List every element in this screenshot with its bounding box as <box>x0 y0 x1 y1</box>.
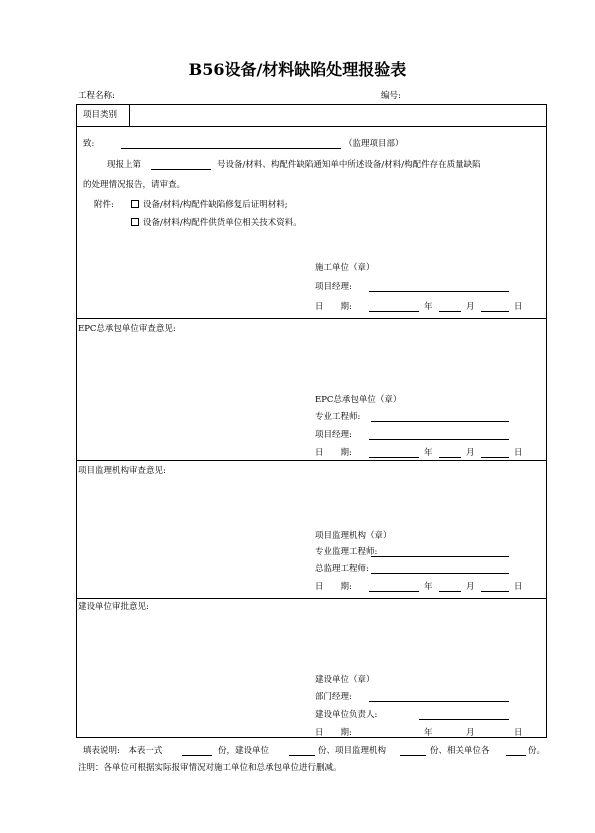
owner-unit-seal: 建设单位（章） <box>315 675 375 685</box>
date-month-field-1[interactable] <box>439 311 461 312</box>
date-month-field-2[interactable] <box>439 457 461 458</box>
date-year-field-2[interactable] <box>369 457 419 458</box>
year-label-1: 年 <box>424 302 433 312</box>
month-label-1: 月 <box>466 302 475 312</box>
construction-manager-field[interactable] <box>369 291 509 292</box>
epc-review-heading: EPC总承包单位审查意见: <box>78 324 176 334</box>
epc-engineer-field[interactable] <box>371 421 509 422</box>
dept-manager-label: 部门经理: <box>315 692 352 702</box>
form-title: B56设备/材料缺陷处理报验表 <box>188 60 407 79</box>
date-day-field-4[interactable] <box>481 737 509 738</box>
to-recipient-field[interactable] <box>121 148 341 149</box>
chief-engineer-label: 总监理工程师: <box>315 564 369 574</box>
date-year-field-3[interactable] <box>369 591 419 592</box>
divider-section-1 <box>76 318 547 319</box>
to-label: 致: <box>83 139 95 149</box>
day-label-2: 日 <box>514 448 523 458</box>
copies-supervision-field[interactable] <box>400 755 426 756</box>
supervision-engineer-label: 专业监理工程师: <box>315 547 378 557</box>
divider-category <box>76 126 547 127</box>
date-label-1: 日 期: <box>315 302 352 312</box>
supervision-dept: （监理项目部） <box>344 139 404 149</box>
date-day-field-3[interactable] <box>481 591 509 592</box>
date-month-field-3[interactable] <box>439 591 461 592</box>
epc-unit-seal: EPC总承包单位（章） <box>315 395 402 405</box>
fill-note-a: 填表说明: 本表一式 <box>83 746 163 756</box>
report-line-2: 的处理情况报告，请审查。 <box>83 180 186 190</box>
supervision-engineer-field[interactable] <box>371 556 509 557</box>
date-label-4: 日 期: <box>315 728 352 738</box>
epc-engineer-label: 专业工程师: <box>315 412 361 422</box>
dept-manager-field[interactable] <box>369 701 509 702</box>
supervision-review-heading: 项目监理机构审查意见: <box>78 466 166 476</box>
remark-note: 注明：各单位可根据实际报审情况对施工单位和总承包单位进行删减。 <box>78 763 342 773</box>
supervision-unit-seal: 项目监理机构（章） <box>315 531 392 541</box>
fill-note-b: 份，建设单位 <box>218 746 270 756</box>
notice-number-field[interactable] <box>151 169 211 170</box>
date-day-field-1[interactable] <box>481 311 509 312</box>
date-label-2: 日 期: <box>315 448 352 458</box>
attachment-1-label: 设备/材料/构配件缺陷修复后证明材料; <box>143 200 288 210</box>
category-value-field[interactable] <box>132 106 544 124</box>
epc-review-opinion-field[interactable] <box>80 340 540 390</box>
month-label-3: 月 <box>466 582 475 592</box>
number-label: 编号: <box>381 91 401 101</box>
day-label-3: 日 <box>514 582 523 592</box>
date-month-field-4[interactable] <box>439 737 461 738</box>
date-day-field-2[interactable] <box>481 457 509 458</box>
attachment-checkbox-2[interactable] <box>131 218 139 226</box>
report-prefix: 现报上第 <box>107 160 142 170</box>
year-label-2: 年 <box>424 448 433 458</box>
supervision-review-opinion-field[interactable] <box>80 482 540 526</box>
copies-total-field[interactable] <box>182 755 212 756</box>
owner-leader-label: 建设单位负责人: <box>315 710 378 720</box>
attachment-2-label: 设备/材料/构配件供货单位相关技术资料。 <box>143 218 302 228</box>
epc-manager-label: 项目经理: <box>315 430 352 440</box>
fill-note-c: 份、项目监理机构 <box>318 746 387 756</box>
category-label: 项目类别 <box>83 110 118 120</box>
project-name-label: 工程名称: <box>78 91 115 101</box>
divider-section-3 <box>76 598 547 599</box>
day-label-1: 日 <box>514 302 523 312</box>
owner-approval-opinion-field[interactable] <box>80 618 540 668</box>
divider-section-2 <box>76 460 547 461</box>
report-suffix: 号设备/材料、构配件缺陷通知单中所述设备/材料/构配件存在质量缺陷 <box>217 160 481 170</box>
date-year-field-4[interactable] <box>369 737 419 738</box>
month-label-4: 月 <box>466 728 475 738</box>
owner-leader-field[interactable] <box>419 719 509 720</box>
construction-unit-seal: 施工单位（章） <box>315 263 375 273</box>
fill-note-e: 份。 <box>528 746 546 756</box>
chief-engineer-field[interactable] <box>371 573 509 574</box>
epc-manager-field[interactable] <box>369 439 509 440</box>
fill-note-d: 份、相关单位各 <box>430 746 490 756</box>
attachment-checkbox-1[interactable] <box>131 200 139 208</box>
copies-related-field[interactable] <box>506 755 526 756</box>
copies-owner-field[interactable] <box>289 755 315 756</box>
date-year-field-1[interactable] <box>369 311 419 312</box>
year-label-3: 年 <box>424 582 433 592</box>
owner-approval-heading: 建设单位审批意见: <box>78 602 149 612</box>
attachments-label: 附件: <box>94 200 114 210</box>
construction-manager-label: 项目经理: <box>315 282 352 292</box>
category-divider <box>129 104 130 126</box>
date-label-3: 日 期: <box>315 582 352 592</box>
day-label-4: 日 <box>514 728 523 738</box>
year-label-4: 年 <box>424 728 433 738</box>
month-label-2: 月 <box>466 448 475 458</box>
